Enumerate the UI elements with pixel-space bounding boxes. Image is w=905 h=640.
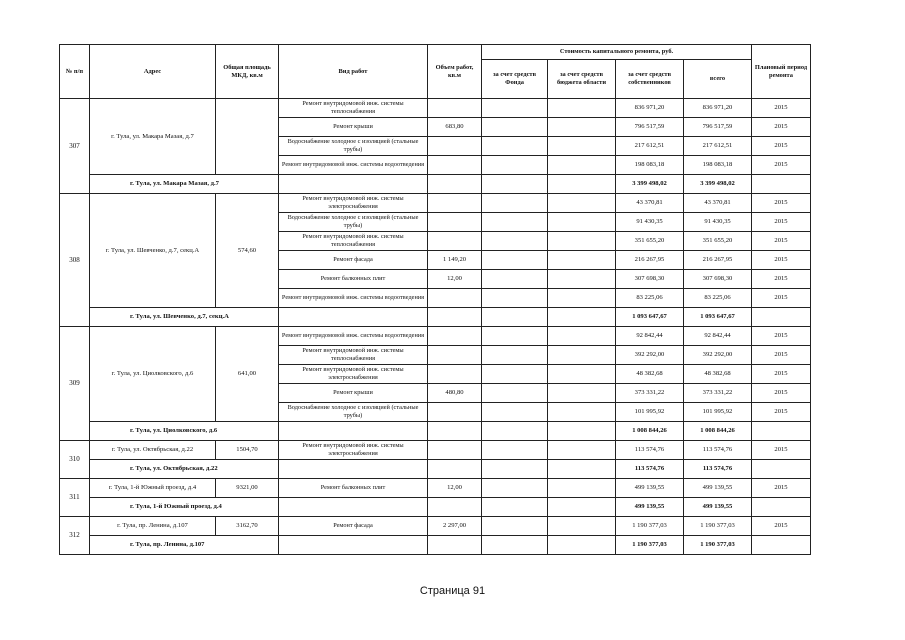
subtotal-address: г. Тула, ул. Макара Мазая, д.7 — [90, 175, 279, 194]
row-owners-cost: 198 083,18 — [616, 156, 684, 175]
row-work-type: Ремонт крыши — [279, 118, 428, 137]
repair-table-sheet — [59, 44, 810, 555]
subtotal-region — [548, 422, 616, 441]
row-area: 641,00 — [216, 327, 279, 422]
subtotal-owners: 3 399 498,02 — [616, 175, 684, 194]
row-total-cost: 91 430,35 — [684, 213, 752, 232]
row-work-type: Ремонт внутридомовой инж. системы водоотведения — [279, 156, 428, 175]
row-period: 2015 — [752, 232, 811, 251]
row-volume — [428, 441, 482, 460]
subtotal-work — [279, 536, 428, 555]
row-index: 312 — [60, 517, 90, 555]
row-work-type: Ремонт фасада — [279, 517, 428, 536]
subtotal-row — [60, 536, 811, 555]
row-period: 2015 — [752, 118, 811, 137]
header-work: Вид работ — [279, 45, 428, 99]
table-row — [60, 99, 811, 118]
row-volume — [428, 156, 482, 175]
row-region-cost — [548, 118, 616, 137]
subtotal-total: 499 139,55 — [684, 498, 752, 517]
subtotal-fund — [482, 422, 548, 441]
row-region-cost — [548, 137, 616, 156]
row-owners-cost: 217 612,51 — [616, 137, 684, 156]
row-period: 2015 — [752, 327, 811, 346]
row-total-cost: 373 331,22 — [684, 384, 752, 403]
header-fund: за счет средств Фонда — [482, 60, 548, 99]
row-period: 2015 — [752, 99, 811, 118]
subtotal-work — [279, 175, 428, 194]
row-area: 574,60 — [216, 194, 279, 308]
row-work-type: Водоснабжение холодное с изоляцией (стальные трубы) — [279, 213, 428, 232]
row-total-cost: 83 225,06 — [684, 289, 752, 308]
subtotal-work — [279, 498, 428, 517]
row-owners-cost: 351 655,20 — [616, 232, 684, 251]
row-owners-cost: 1 190 377,03 — [616, 517, 684, 536]
row-region-cost — [548, 479, 616, 498]
row-volume: 12,00 — [428, 270, 482, 289]
subtotal-work — [279, 422, 428, 441]
row-volume — [428, 289, 482, 308]
row-area — [216, 99, 279, 175]
row-period: 2015 — [752, 384, 811, 403]
subtotal-work — [279, 308, 428, 327]
row-region-cost — [548, 365, 616, 384]
row-total-cost: 43 370,81 — [684, 194, 752, 213]
subtotal-fund — [482, 536, 548, 555]
row-work-type: Ремонт внутридомовой инж. системы теплоснабжения — [279, 346, 428, 365]
row-address: г. Тула, ул. Макара Мазая, д.7 — [90, 99, 216, 175]
row-owners-cost: 91 430,35 — [616, 213, 684, 232]
row-period: 2015 — [752, 403, 811, 422]
row-fund-cost — [482, 384, 548, 403]
row-owners-cost: 216 267,95 — [616, 251, 684, 270]
row-region-cost — [548, 327, 616, 346]
table-row — [60, 327, 811, 346]
row-volume: 480,80 — [428, 384, 482, 403]
row-region-cost — [548, 213, 616, 232]
row-fund-cost — [482, 479, 548, 498]
row-fund-cost — [482, 441, 548, 460]
subtotal-address: г. Тула, ул. Октябрьская, д.22 — [90, 460, 279, 479]
row-total-cost: 101 995,92 — [684, 403, 752, 422]
subtotal-region — [548, 308, 616, 327]
row-index: 308 — [60, 194, 90, 327]
row-area: 1504,70 — [216, 441, 279, 460]
row-volume — [428, 327, 482, 346]
row-fund-cost — [482, 327, 548, 346]
subtotal-total: 1 093 647,67 — [684, 308, 752, 327]
subtotal-owners: 113 574,76 — [616, 460, 684, 479]
row-volume — [428, 213, 482, 232]
row-fund-cost — [482, 346, 548, 365]
row-index: 311 — [60, 479, 90, 517]
row-region-cost — [548, 232, 616, 251]
row-total-cost: 392 292,00 — [684, 346, 752, 365]
row-volume — [428, 232, 482, 251]
header-total: всего — [684, 60, 752, 99]
row-total-cost: 1 190 377,03 — [684, 517, 752, 536]
subtotal-period — [752, 536, 811, 555]
row-volume — [428, 346, 482, 365]
subtotal-period — [752, 498, 811, 517]
row-fund-cost — [482, 289, 548, 308]
row-work-type: Ремонт балконных плит — [279, 479, 428, 498]
subtotal-volume — [428, 308, 482, 327]
row-work-type: Водоснабжение холодное с изоляцией (стальные трубы) — [279, 403, 428, 422]
row-work-type: Ремонт внутридомовой инж. системы теплоснабжения — [279, 232, 428, 251]
row-total-cost: 351 655,20 — [684, 232, 752, 251]
row-work-type: Водоснабжение холодное с изоляцией (стальные трубы) — [279, 137, 428, 156]
subtotal-period — [752, 422, 811, 441]
row-period: 2015 — [752, 156, 811, 175]
row-index: 310 — [60, 441, 90, 479]
subtotal-row — [60, 498, 811, 517]
subtotal-fund — [482, 175, 548, 194]
row-owners-cost: 836 971,20 — [616, 99, 684, 118]
row-fund-cost — [482, 99, 548, 118]
row-volume: 12,00 — [428, 479, 482, 498]
table-body — [60, 99, 811, 555]
row-total-cost: 198 083,18 — [684, 156, 752, 175]
header-cost-group: Стоимость капитального ремонта, руб. — [482, 45, 752, 60]
row-volume: 1 149,20 — [428, 251, 482, 270]
subtotal-fund — [482, 498, 548, 517]
table-row — [60, 441, 811, 460]
row-period: 2015 — [752, 289, 811, 308]
subtotal-region — [548, 498, 616, 517]
row-region-cost — [548, 251, 616, 270]
row-address: г. Тула, 1-й Южный проезд, д.4 — [90, 479, 216, 498]
row-index: 307 — [60, 99, 90, 194]
row-owners-cost: 307 698,30 — [616, 270, 684, 289]
subtotal-total: 3 399 498,02 — [684, 175, 752, 194]
capital-repair-table — [59, 44, 811, 555]
row-work-type: Ремонт внутридомовой инж. системы теплоснабжения — [279, 99, 428, 118]
subtotal-owners: 1 093 647,67 — [616, 308, 684, 327]
row-fund-cost — [482, 156, 548, 175]
row-owners-cost: 113 574,76 — [616, 441, 684, 460]
row-period: 2015 — [752, 270, 811, 289]
subtotal-volume — [428, 498, 482, 517]
row-address: г. Тула, ул. Октябрьская, д.22 — [90, 441, 216, 460]
subtotal-period — [752, 175, 811, 194]
row-volume — [428, 403, 482, 422]
subtotal-owners: 499 139,55 — [616, 498, 684, 517]
row-period: 2015 — [752, 137, 811, 156]
row-fund-cost — [482, 270, 548, 289]
row-region-cost — [548, 441, 616, 460]
row-fund-cost — [482, 194, 548, 213]
row-total-cost: 92 842,44 — [684, 327, 752, 346]
row-owners-cost: 48 382,68 — [616, 365, 684, 384]
row-work-type: Ремонт внутридомовой инж. системы электроснабжения — [279, 194, 428, 213]
row-owners-cost: 392 292,00 — [616, 346, 684, 365]
row-region-cost — [548, 289, 616, 308]
subtotal-owners: 1 190 377,03 — [616, 536, 684, 555]
row-fund-cost — [482, 213, 548, 232]
row-index: 309 — [60, 327, 90, 441]
row-owners-cost: 92 842,44 — [616, 327, 684, 346]
row-fund-cost — [482, 118, 548, 137]
row-work-type: Ремонт внутридомовой инж. системы электроснабжения — [279, 365, 428, 384]
row-region-cost — [548, 517, 616, 536]
header-region: за счет средств бюджета области — [548, 60, 616, 99]
subtotal-volume — [428, 536, 482, 555]
row-work-type: Ремонт фасада — [279, 251, 428, 270]
row-period: 2015 — [752, 517, 811, 536]
header-volume: Объем работ, кв.м — [428, 45, 482, 99]
row-total-cost: 307 698,30 — [684, 270, 752, 289]
row-fund-cost — [482, 137, 548, 156]
subtotal-total: 1 008 844,26 — [684, 422, 752, 441]
row-volume: 2 297,00 — [428, 517, 482, 536]
row-region-cost — [548, 194, 616, 213]
row-region-cost — [548, 270, 616, 289]
row-total-cost: 48 382,68 — [684, 365, 752, 384]
row-period: 2015 — [752, 213, 811, 232]
row-period: 2015 — [752, 346, 811, 365]
row-period: 2015 — [752, 251, 811, 270]
subtotal-volume — [428, 175, 482, 194]
row-total-cost: 113 574,76 — [684, 441, 752, 460]
row-region-cost — [548, 99, 616, 118]
header-period: Плановый период ремонта — [752, 45, 811, 99]
subtotal-region — [548, 175, 616, 194]
subtotal-period — [752, 308, 811, 327]
table-row — [60, 194, 811, 213]
row-region-cost — [548, 384, 616, 403]
subtotal-fund — [482, 460, 548, 479]
subtotal-volume — [428, 460, 482, 479]
row-total-cost: 499 139,55 — [684, 479, 752, 498]
subtotal-address: г. Тула, пр. Ленина, д.107 — [90, 536, 279, 555]
page-number: Страница 91 — [419, 585, 486, 597]
row-period: 2015 — [752, 479, 811, 498]
row-work-type: Ремонт балконных плит — [279, 270, 428, 289]
row-address: г. Тула, пр. Ленина, д.107 — [90, 517, 216, 536]
row-owners-cost: 83 225,06 — [616, 289, 684, 308]
subtotal-row — [60, 460, 811, 479]
row-owners-cost: 499 139,55 — [616, 479, 684, 498]
row-volume — [428, 365, 482, 384]
row-owners-cost: 373 331,22 — [616, 384, 684, 403]
row-address: г. Тула, ул. Циолковского, д.6 — [90, 327, 216, 422]
row-fund-cost — [482, 365, 548, 384]
row-work-type: Ремонт внутридомовой инж. системы электроснабжения — [279, 441, 428, 460]
subtotal-owners: 1 008 844,26 — [616, 422, 684, 441]
header-address: Адрес — [90, 45, 216, 99]
subtotal-region — [548, 460, 616, 479]
row-work-type: Ремонт крыши — [279, 384, 428, 403]
subtotal-address: г. Тула, 1-й Южный проезд, д.4 — [90, 498, 279, 517]
row-fund-cost — [482, 517, 548, 536]
row-work-type: Ремонт внутридомовой инж. системы водоотведения — [279, 327, 428, 346]
row-fund-cost — [482, 251, 548, 270]
row-owners-cost: 43 370,81 — [616, 194, 684, 213]
subtotal-fund — [482, 308, 548, 327]
row-total-cost: 216 267,95 — [684, 251, 752, 270]
row-total-cost: 836 971,20 — [684, 99, 752, 118]
row-owners-cost: 101 995,92 — [616, 403, 684, 422]
row-fund-cost — [482, 232, 548, 251]
row-volume — [428, 137, 482, 156]
row-region-cost — [548, 403, 616, 422]
header-num: № п/п — [60, 45, 90, 99]
subtotal-region — [548, 536, 616, 555]
header-area: Общая площадь МКД, кв.м — [216, 45, 279, 99]
row-region-cost — [548, 346, 616, 365]
subtotal-address: г. Тула, ул. Циолковского, д.6 — [90, 422, 279, 441]
row-total-cost: 217 612,51 — [684, 137, 752, 156]
row-area: 9321,00 — [216, 479, 279, 498]
row-volume — [428, 194, 482, 213]
row-volume — [428, 99, 482, 118]
table-row — [60, 479, 811, 498]
subtotal-volume — [428, 422, 482, 441]
row-area: 3162,70 — [216, 517, 279, 536]
subtotal-period — [752, 460, 811, 479]
row-period: 2015 — [752, 441, 811, 460]
row-period: 2015 — [752, 365, 811, 384]
subtotal-total: 113 574,76 — [684, 460, 752, 479]
table-row — [60, 517, 811, 536]
row-period: 2015 — [752, 194, 811, 213]
subtotal-row — [60, 175, 811, 194]
row-owners-cost: 796 517,59 — [616, 118, 684, 137]
subtotal-row — [60, 308, 811, 327]
subtotal-address: г. Тула, ул. Шевченко, д.7, секц.А — [90, 308, 279, 327]
row-fund-cost — [482, 403, 548, 422]
subtotal-row — [60, 422, 811, 441]
row-address: г. Тула, ул. Шевченко, д.7, секц.А — [90, 194, 216, 308]
row-volume: 683,80 — [428, 118, 482, 137]
subtotal-work — [279, 460, 428, 479]
row-work-type: Ремонт внутридомовой инж. системы водоотведения — [279, 289, 428, 308]
row-region-cost — [548, 156, 616, 175]
subtotal-total: 1 190 377,03 — [684, 536, 752, 555]
row-total-cost: 796 517,59 — [684, 118, 752, 137]
header-owners: за счет средств собственников — [616, 60, 684, 99]
